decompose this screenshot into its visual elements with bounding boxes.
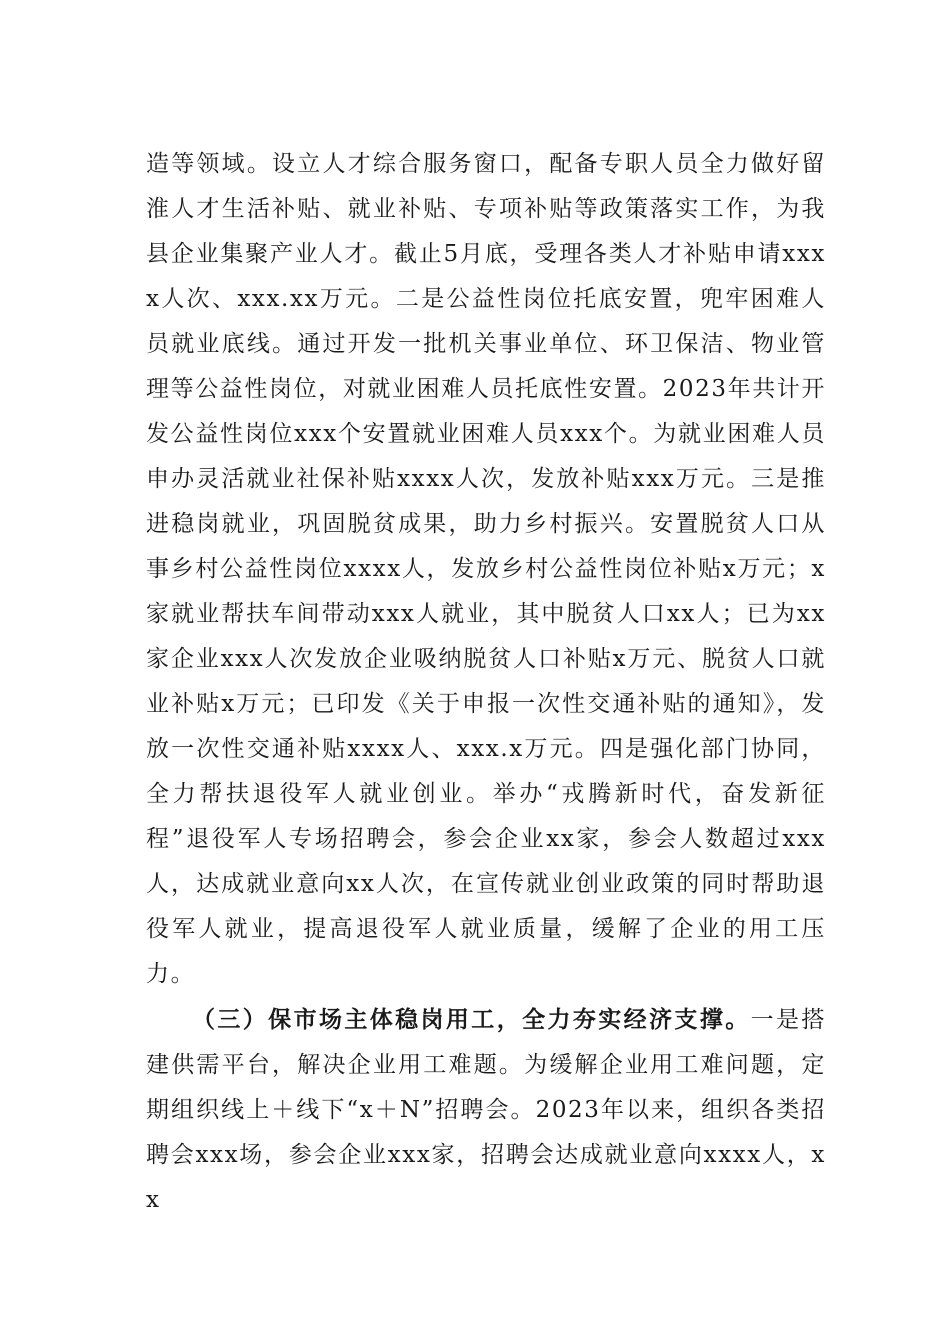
section-heading: （三）保市场主体稳岗用工，全力夯实经济支撑。: [192, 1006, 751, 1033]
document-body: [146, 142, 826, 1223]
section-body-text: 一是搭建供需平台，解决企业用工难题。为缓解企业用工难问题，定期组织线上＋线下“x＋N”招聘会。2023年以来，组织各类招聘会xxx场，参会企业xxx家，招聘会达成就业意向xxxx人，xx: [146, 1007, 826, 1213]
paragraph-continuation: 造等领域。设立人才综合服务窗口，配备专职人员全力做好留淮人才生活补贴、就业补贴、专项补贴等政策落实工作，为我县企业集聚产业人才。截止5月底，受理各类人才补贴申请xxxx人次、xxx.xx万元。二是公益性岗位托底安置，兜牢困难人员就业底线。通过开发一批机关事业单位、环卫保洁、物业管理等公益性岗位，对就业困难人员托底性安置。2023年共计开发公益性岗位xxx个安置就业困难人员xxx个。为就业困难人员申办灵活就业社保补贴xxxx人次，发放补贴xxx万元。三是推进稳岗就业，巩固脱贫成果，助力乡村振兴。安置脱贫人口从事乡村公益性岗位xxxx人，发放乡村公益性岗位补贴x万元；x家就业帮扶车间带动xxx人就业，其中脱贫人口xx人；已为xx家企业xxx人次发放企业吸纳脱贫人口补贴x万元、脱贫人口就业补贴x万元；已印发《关于申报一次性交通补贴的通知》，发放一次性交通补贴xxxx人、xxx.x万元。四是强化部门协同，全力帮扶退役军人就业创业。举办“戎腾新时代，奋发新征程”退役军人专场招聘会，参会企业xx家，参会人数超过xxx人，达成就业意向xx人次，在宣传就业创业政策的同时帮助退役军人就业，提高退役军人就业质量，缓解了企业的用工压力。: [146, 151, 826, 987]
paragraph-section-three: [146, 997, 826, 1223]
